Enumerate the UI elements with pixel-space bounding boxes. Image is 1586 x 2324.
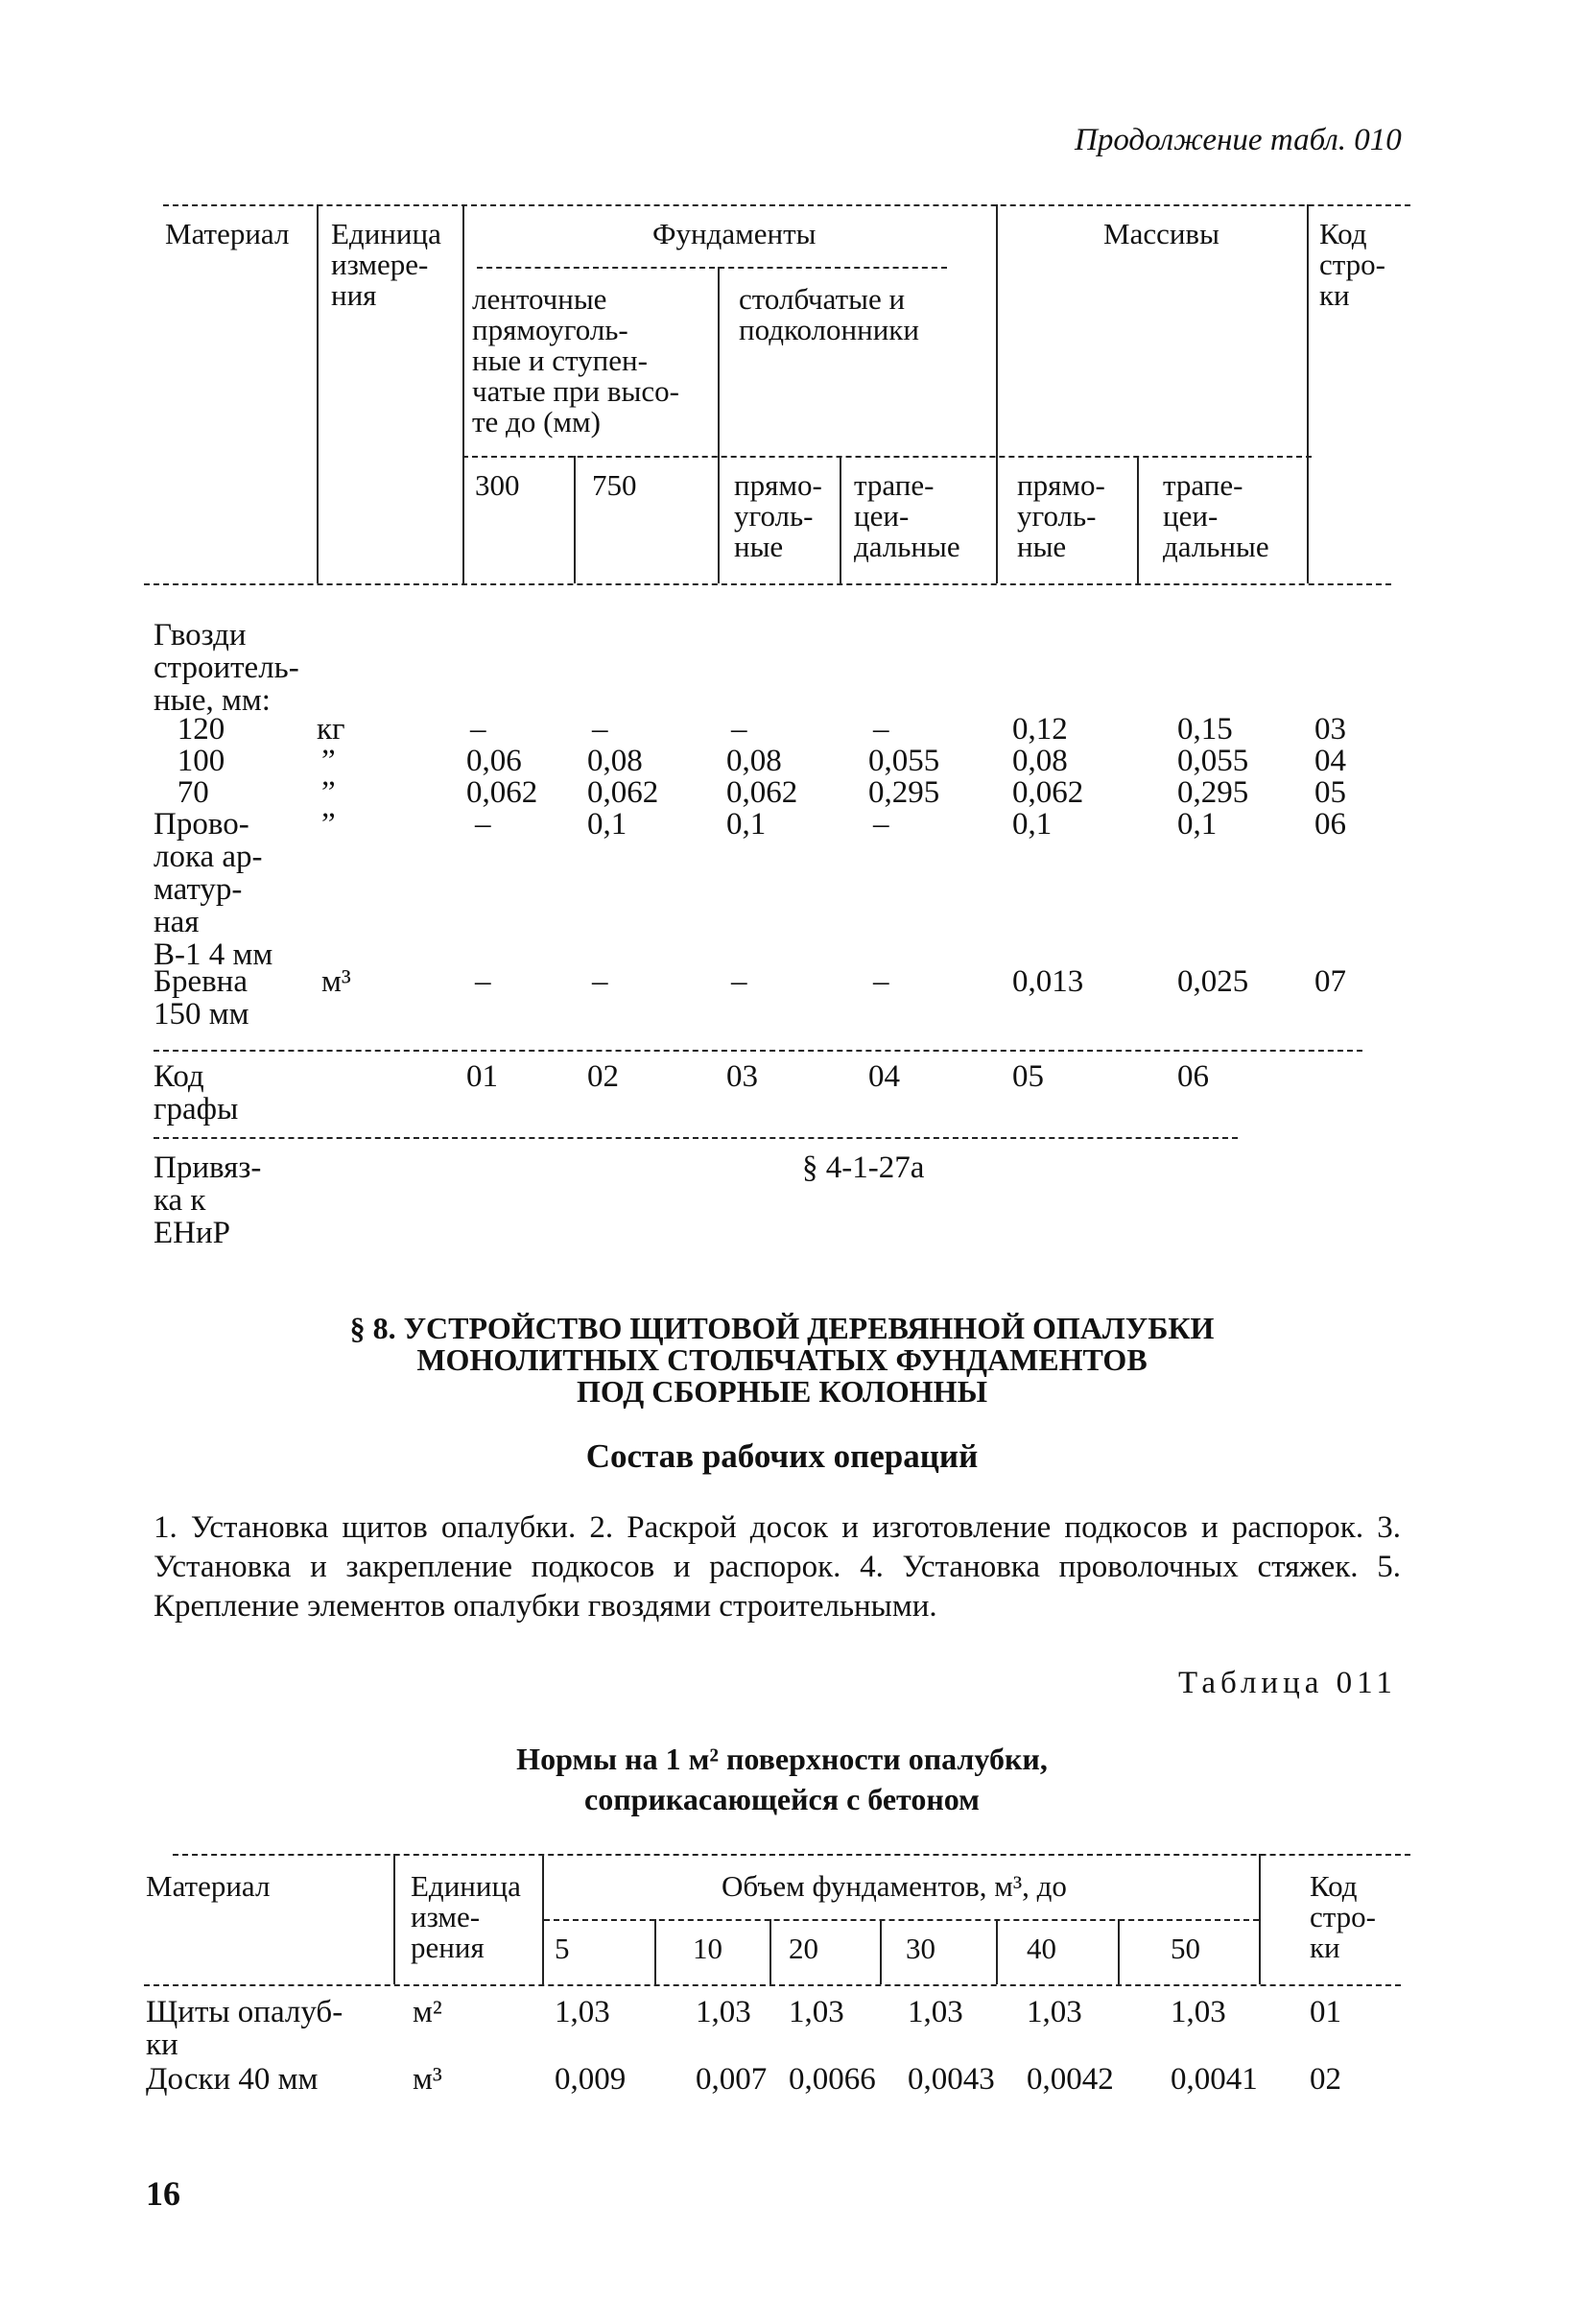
table1-cell: 0,062 (1012, 775, 1084, 810)
table1-cell: – (470, 712, 486, 747)
table1-cell: – (873, 807, 889, 842)
table2-vline (654, 1919, 656, 1984)
table1-foundations-rule (477, 267, 947, 269)
table1-cell: 0,15 (1177, 712, 1233, 747)
table1-cell: 0,1 (1012, 807, 1053, 842)
table1-cell: 0,062 (466, 775, 538, 810)
table1-vline (574, 456, 576, 583)
table1-vline (1307, 204, 1309, 583)
table1-header-strip: ленточные прямоуголь- ные и ступен- чатые при высо- те до (мм) (472, 282, 679, 439)
table1-subheader-rule (462, 456, 1312, 458)
table1-cell: 0,025 (1177, 964, 1249, 999)
table1-cell: 0,1 (587, 807, 627, 842)
table1-header-material: Материал (165, 217, 290, 250)
table2-cell: 1,03 (555, 1995, 610, 2029)
table2-cell: 0,009 (555, 2062, 627, 2097)
operations-paragraph: 1. Установка щитов опалубки. 2. Раскрой досок и изготовление подкосов и распорок. 3. Установка и закрепление подкосов и распорок. 4. Установка проволочных стяжек. 5. Крепление элементов опалубки гвоздями строительными. (154, 1510, 1401, 1624)
table1-vline (840, 456, 841, 583)
table2-volume-rule (544, 1919, 1259, 1921)
table1-cell: – (592, 712, 608, 747)
table1-row-material: 100 (154, 744, 225, 778)
table2-row-unit: м² (413, 1995, 442, 2029)
table1-column-code: 03 (726, 1059, 758, 1094)
table2-vline (542, 1854, 544, 1984)
table1-binding-label: Привяз- ка к ЕНиР (154, 1150, 262, 1250)
table1-cell: 0,08 (1012, 744, 1068, 778)
table1-cell: 0,055 (868, 744, 940, 778)
table1-header-750: 750 (592, 468, 637, 502)
table1-column-code: 04 (868, 1059, 900, 1094)
table1-row-material: 70 (154, 775, 209, 810)
table2-header-material: Материал (146, 1869, 271, 1903)
table1-header-columnar: столбчатые и подколонники (739, 282, 919, 346)
table1-cell: 0,295 (1177, 775, 1249, 810)
table2-cell: 1,03 (1027, 1995, 1082, 2029)
table1-header-unit: Единица измере- ния (331, 217, 441, 312)
table2-cell: 0,0042 (1027, 2062, 1114, 2097)
table1-header-trap2: трапе- цеи- дальные (1163, 468, 1269, 563)
table1-cell: 0,1 (726, 807, 767, 842)
table1-row-unit: м³ (321, 964, 351, 999)
table1-cell: 0,062 (726, 775, 798, 810)
table1-column-code-label: Код графы (154, 1059, 239, 1126)
table2-row-code: 01 (1310, 1995, 1341, 2029)
table1-code-bottom-rule (154, 1137, 1238, 1139)
table2-header-col: 20 (789, 1932, 818, 1965)
table1-vline (1137, 456, 1139, 583)
table1-cell: 0,055 (1177, 744, 1249, 778)
table1-column-code: 02 (587, 1059, 619, 1094)
section-title: § 8. УСТРОЙСТВО ЩИТОВОЙ ДЕРЕВЯННОЙ ОПАЛУБКИ МОНОЛИТНЫХ СТОЛБЧАТЫХ ФУНДАМЕНТОВ ПОД СБОРНЫЕ КОЛОННЫ (349, 1311, 1215, 1409)
table2-header-col: 10 (693, 1932, 722, 1965)
table1-cell: – (475, 807, 491, 842)
table-label: Таблица 011 (1178, 1666, 1397, 1700)
table1-cell: 0,06 (466, 744, 522, 778)
table1-column-code: 01 (466, 1059, 498, 1094)
table2-vline (769, 1919, 771, 1984)
table1-column-code: 05 (1012, 1059, 1044, 1094)
table1-row-unit: ” (321, 744, 336, 778)
table1-header-rect2: прямо- уголь- ные (1017, 468, 1105, 563)
table1-cell: 0,013 (1012, 964, 1084, 999)
table1-row-code: 03 (1314, 712, 1346, 747)
table2-vline (880, 1919, 882, 1984)
table1-header-300: 300 (475, 468, 520, 502)
table2-header-bottom-rule (144, 1984, 1401, 1986)
table1-column-code: 06 (1177, 1059, 1209, 1094)
table1-header-code: Код стро- ки (1319, 217, 1386, 312)
table1-body-bottom-rule (154, 1050, 1362, 1052)
table2-row-material: Щиты опалуб- ки (146, 1995, 343, 2062)
table1-binding-value: § 4-1-27а (802, 1150, 925, 1185)
table1-top-rule (163, 204, 1410, 206)
table1-row-material: 120 (154, 712, 225, 747)
table1-vline (718, 267, 720, 583)
table2-vline (393, 1854, 395, 1984)
section-subtitle: Состав рабочих операций (585, 1437, 979, 1475)
table1-cell: 0,12 (1012, 712, 1068, 747)
table1-cell: – (475, 964, 491, 999)
table2-cell: 0,0043 (908, 2062, 995, 2097)
table1-cell: 0,062 (587, 775, 659, 810)
table1-row-code: 07 (1314, 964, 1346, 999)
table2-top-rule (173, 1854, 1410, 1856)
table1-row-unit: кг (317, 712, 345, 747)
table1-cell: – (873, 712, 889, 747)
page-number: 16 (146, 2174, 180, 2213)
table1-vline (462, 204, 464, 583)
table2-cell: 0,0066 (789, 2062, 876, 2097)
table1-header-trap1: трапе- цеи- дальные (854, 468, 960, 563)
table2-header-volume: Объем фундаментов, м³, до (722, 1869, 1067, 1903)
table1-cell: – (592, 964, 608, 999)
table1-vline (317, 204, 319, 583)
table2-header-code: Код стро- ки (1310, 1869, 1377, 1964)
table2-row-unit: м³ (413, 2062, 442, 2097)
table1-cell: 0,08 (726, 744, 782, 778)
table1-cell: 0,08 (587, 744, 643, 778)
table2-row-material: Доски 40 мм (146, 2062, 319, 2097)
table1-cell: – (731, 712, 747, 747)
table2-header-col: 40 (1027, 1932, 1056, 1965)
table1-header-bottom-rule (144, 583, 1391, 585)
table1-header-massifs: Массивы (1103, 217, 1219, 250)
table1-row-material: Бревна 150 мм (154, 964, 249, 1032)
table2-caption-line2: соприкасающейся с бетоном (584, 1782, 980, 1816)
table2-row-code: 02 (1310, 2062, 1341, 2097)
table1-row-material: Гвозди строитель- ные, мм: (154, 618, 299, 718)
table1-cell: – (873, 964, 889, 999)
table2-cell: 1,03 (696, 1995, 751, 2029)
table1-cell: 0,1 (1177, 807, 1218, 842)
table1-header-foundations: Фундаменты (652, 217, 817, 250)
table1-row-code: 06 (1314, 807, 1346, 842)
table2-header-col: 5 (555, 1932, 570, 1965)
table2-cell: 0,0041 (1171, 2062, 1258, 2097)
table2-cell: 1,03 (789, 1995, 844, 2029)
table2-header-col: 30 (906, 1932, 935, 1965)
table2-vline (1259, 1854, 1261, 1984)
table1-header-rect1: прямо- уголь- ные (734, 468, 822, 563)
table1-row-code: 04 (1314, 744, 1346, 778)
table1-row-unit: ” (321, 807, 336, 842)
table1-row-material: Прово- лока ар- матур- ная В-1 4 мм (154, 807, 273, 972)
table2-vline (996, 1919, 998, 1984)
table1-vline (996, 204, 998, 583)
table2-cell: 0,007 (696, 2062, 768, 2097)
table1-cell: 0,295 (868, 775, 940, 810)
table2-caption-line1: Нормы на 1 м² поверхности опалубки, (516, 1742, 1048, 1776)
table2-vline (1118, 1919, 1120, 1984)
table1-row-unit: ” (321, 775, 336, 810)
table2-cell: 1,03 (1171, 1995, 1226, 2029)
table1-row-code: 05 (1314, 775, 1346, 810)
table2-header-unit: Единица изме- рения (411, 1869, 521, 1964)
table2-cell: 1,03 (908, 1995, 963, 2029)
table2-header-col: 50 (1171, 1932, 1200, 1965)
continuation-label: Продолжение табл. 010 (1075, 123, 1402, 157)
table1-cell: – (731, 964, 747, 999)
